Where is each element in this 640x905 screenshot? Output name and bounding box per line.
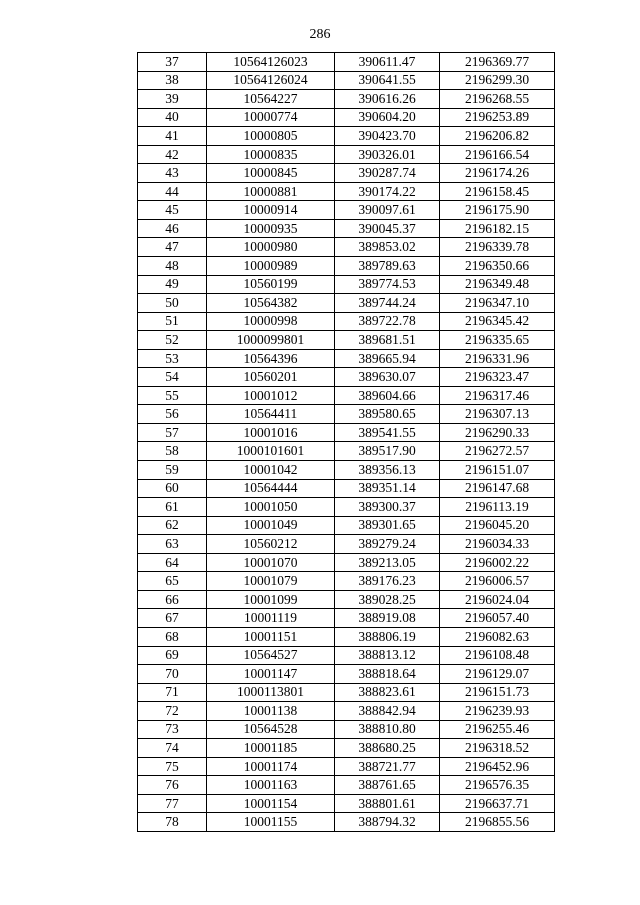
table-row	[138, 553, 555, 572]
table-row	[138, 368, 555, 387]
table-row	[138, 590, 555, 609]
x-coordinate-cell: 390641.55	[335, 71, 440, 90]
x-coordinate-cell: 390287.74	[335, 164, 440, 183]
point-id-cell: 10000980	[207, 238, 335, 257]
y-coordinate-cell: 2196637.71	[440, 794, 555, 813]
point-id-cell: 1000113801	[207, 683, 335, 702]
x-coordinate-cell: 390326.01	[335, 145, 440, 164]
table-row	[138, 238, 555, 257]
point-id-cell: 10560201	[207, 368, 335, 387]
y-coordinate-cell: 2196057.40	[440, 609, 555, 628]
table-row	[138, 572, 555, 591]
point-number-cell: 71	[138, 683, 207, 702]
table-row	[138, 461, 555, 480]
x-coordinate-cell: 390423.70	[335, 127, 440, 146]
x-coordinate-cell: 388794.32	[335, 813, 440, 832]
y-coordinate-cell: 2196002.22	[440, 553, 555, 572]
table-row	[138, 312, 555, 331]
point-id-cell: 10001099	[207, 590, 335, 609]
x-coordinate-cell: 389028.25	[335, 590, 440, 609]
point-id-cell: 1000101601	[207, 442, 335, 461]
table-row	[138, 219, 555, 238]
point-id-cell: 10564411	[207, 405, 335, 424]
x-coordinate-cell: 389604.66	[335, 386, 440, 405]
point-number-cell: 39	[138, 90, 207, 109]
y-coordinate-cell: 2196576.35	[440, 776, 555, 795]
y-coordinate-cell: 2196345.42	[440, 312, 555, 331]
point-number-cell: 58	[138, 442, 207, 461]
coordinates-table	[137, 52, 555, 832]
y-coordinate-cell: 2196452.96	[440, 757, 555, 776]
point-number-cell: 44	[138, 182, 207, 201]
x-coordinate-cell: 389517.90	[335, 442, 440, 461]
point-id-cell: 10564126024	[207, 71, 335, 90]
point-number-cell: 70	[138, 665, 207, 684]
y-coordinate-cell: 2196166.54	[440, 145, 555, 164]
x-coordinate-cell: 389722.78	[335, 312, 440, 331]
point-number-cell: 75	[138, 757, 207, 776]
y-coordinate-cell: 2196024.04	[440, 590, 555, 609]
x-coordinate-cell: 390174.22	[335, 182, 440, 201]
point-id-cell: 10560212	[207, 535, 335, 554]
table-row	[138, 127, 555, 146]
x-coordinate-cell: 389665.94	[335, 349, 440, 368]
x-coordinate-cell: 388680.25	[335, 739, 440, 758]
x-coordinate-cell: 389279.24	[335, 535, 440, 554]
x-coordinate-cell: 389351.14	[335, 479, 440, 498]
x-coordinate-cell: 388801.61	[335, 794, 440, 813]
x-coordinate-cell: 390616.26	[335, 90, 440, 109]
y-coordinate-cell: 2196158.45	[440, 182, 555, 201]
y-coordinate-cell: 2196290.33	[440, 423, 555, 442]
table-row	[138, 201, 555, 220]
point-number-cell: 61	[138, 498, 207, 517]
y-coordinate-cell: 2196045.20	[440, 516, 555, 535]
x-coordinate-cell: 388813.12	[335, 646, 440, 665]
x-coordinate-cell: 389356.13	[335, 461, 440, 480]
x-coordinate-cell: 389541.55	[335, 423, 440, 442]
point-id-cell: 10564528	[207, 720, 335, 739]
x-coordinate-cell: 389176.23	[335, 572, 440, 591]
y-coordinate-cell: 2196175.90	[440, 201, 555, 220]
table-row	[138, 739, 555, 758]
point-id-cell: 10001079	[207, 572, 335, 591]
point-number-cell: 48	[138, 257, 207, 276]
point-number-cell: 78	[138, 813, 207, 832]
y-coordinate-cell: 2196347.10	[440, 294, 555, 313]
y-coordinate-cell: 2196268.55	[440, 90, 555, 109]
table-row	[138, 294, 555, 313]
table-row	[138, 794, 555, 813]
y-coordinate-cell: 2196323.47	[440, 368, 555, 387]
y-coordinate-cell: 2196318.52	[440, 739, 555, 758]
y-coordinate-cell: 2196147.68	[440, 479, 555, 498]
point-id-cell: 10564527	[207, 646, 335, 665]
y-coordinate-cell: 2196253.89	[440, 108, 555, 127]
point-number-cell: 51	[138, 312, 207, 331]
table-row	[138, 516, 555, 535]
point-id-cell: 10001154	[207, 794, 335, 813]
y-coordinate-cell: 2196082.63	[440, 627, 555, 646]
y-coordinate-cell: 2196349.48	[440, 275, 555, 294]
point-id-cell: 10000989	[207, 257, 335, 276]
table-row	[138, 349, 555, 368]
y-coordinate-cell: 2196317.46	[440, 386, 555, 405]
point-number-cell: 67	[138, 609, 207, 628]
point-id-cell: 10000774	[207, 108, 335, 127]
point-number-cell: 46	[138, 219, 207, 238]
point-id-cell: 10001070	[207, 553, 335, 572]
x-coordinate-cell: 388761.65	[335, 776, 440, 795]
point-number-cell: 38	[138, 71, 207, 90]
point-number-cell: 68	[138, 627, 207, 646]
point-id-cell: 10000805	[207, 127, 335, 146]
y-coordinate-cell: 2196855.56	[440, 813, 555, 832]
point-number-cell: 64	[138, 553, 207, 572]
point-id-cell: 10564227	[207, 90, 335, 109]
x-coordinate-cell: 389580.65	[335, 405, 440, 424]
table-row	[138, 665, 555, 684]
table-row	[138, 405, 555, 424]
x-coordinate-cell: 390604.20	[335, 108, 440, 127]
point-id-cell: 10001050	[207, 498, 335, 517]
point-number-cell: 53	[138, 349, 207, 368]
point-id-cell: 10564444	[207, 479, 335, 498]
point-number-cell: 69	[138, 646, 207, 665]
table-row	[138, 757, 555, 776]
x-coordinate-cell: 389774.53	[335, 275, 440, 294]
table-row	[138, 53, 555, 72]
y-coordinate-cell: 2196369.77	[440, 53, 555, 72]
y-coordinate-cell: 2196272.57	[440, 442, 555, 461]
point-number-cell: 77	[138, 794, 207, 813]
point-number-cell: 66	[138, 590, 207, 609]
point-id-cell: 10001012	[207, 386, 335, 405]
point-number-cell: 50	[138, 294, 207, 313]
point-number-cell: 74	[138, 739, 207, 758]
point-id-cell: 10000914	[207, 201, 335, 220]
point-id-cell: 10001119	[207, 609, 335, 628]
point-number-cell: 56	[138, 405, 207, 424]
point-number-cell: 54	[138, 368, 207, 387]
point-number-cell: 55	[138, 386, 207, 405]
table-row	[138, 720, 555, 739]
x-coordinate-cell: 389853.02	[335, 238, 440, 257]
x-coordinate-cell: 390611.47	[335, 53, 440, 72]
y-coordinate-cell: 2196182.15	[440, 219, 555, 238]
point-id-cell: 10001138	[207, 702, 335, 721]
y-coordinate-cell: 2196299.30	[440, 71, 555, 90]
table-row	[138, 386, 555, 405]
table-row	[138, 275, 555, 294]
table-row	[138, 498, 555, 517]
y-coordinate-cell: 2196113.19	[440, 498, 555, 517]
table-row	[138, 108, 555, 127]
point-number-cell: 62	[138, 516, 207, 535]
table-row	[138, 535, 555, 554]
point-number-cell: 65	[138, 572, 207, 591]
table-row	[138, 257, 555, 276]
point-id-cell: 10001147	[207, 665, 335, 684]
x-coordinate-cell: 388818.64	[335, 665, 440, 684]
point-id-cell: 1000099801	[207, 331, 335, 350]
point-id-cell: 10001016	[207, 423, 335, 442]
y-coordinate-cell: 2196129.07	[440, 665, 555, 684]
point-id-cell: 10000845	[207, 164, 335, 183]
point-number-cell: 40	[138, 108, 207, 127]
point-id-cell: 10001174	[207, 757, 335, 776]
point-number-cell: 49	[138, 275, 207, 294]
y-coordinate-cell: 2196006.57	[440, 572, 555, 591]
x-coordinate-cell: 388721.77	[335, 757, 440, 776]
page-number: 286	[309, 27, 331, 42]
table-row	[138, 90, 555, 109]
y-coordinate-cell: 2196034.33	[440, 535, 555, 554]
point-id-cell: 10001155	[207, 813, 335, 832]
point-number-cell: 60	[138, 479, 207, 498]
y-coordinate-cell: 2196335.65	[440, 331, 555, 350]
table-row	[138, 702, 555, 721]
x-coordinate-cell: 388842.94	[335, 702, 440, 721]
point-number-cell: 73	[138, 720, 207, 739]
point-id-cell: 10001042	[207, 461, 335, 480]
table-row	[138, 182, 555, 201]
y-coordinate-cell: 2196331.96	[440, 349, 555, 368]
y-coordinate-cell: 2196108.48	[440, 646, 555, 665]
x-coordinate-cell: 388806.19	[335, 627, 440, 646]
point-number-cell: 63	[138, 535, 207, 554]
x-coordinate-cell: 389681.51	[335, 331, 440, 350]
point-id-cell: 10000835	[207, 145, 335, 164]
table-row	[138, 813, 555, 832]
y-coordinate-cell: 2196239.93	[440, 702, 555, 721]
point-id-cell: 10000935	[207, 219, 335, 238]
x-coordinate-cell: 388810.80	[335, 720, 440, 739]
x-coordinate-cell: 389213.05	[335, 553, 440, 572]
point-number-cell: 37	[138, 53, 207, 72]
table-row	[138, 609, 555, 628]
y-coordinate-cell: 2196206.82	[440, 127, 555, 146]
point-id-cell: 10001163	[207, 776, 335, 795]
table-row	[138, 71, 555, 90]
table-body	[138, 53, 555, 832]
point-number-cell: 52	[138, 331, 207, 350]
point-number-cell: 59	[138, 461, 207, 480]
table-row	[138, 627, 555, 646]
x-coordinate-cell: 389630.07	[335, 368, 440, 387]
table-row	[138, 331, 555, 350]
point-number-cell: 41	[138, 127, 207, 146]
point-id-cell: 10564126023	[207, 53, 335, 72]
point-number-cell: 42	[138, 145, 207, 164]
table-row	[138, 164, 555, 183]
point-id-cell: 10560199	[207, 275, 335, 294]
x-coordinate-cell: 389789.63	[335, 257, 440, 276]
y-coordinate-cell: 2196151.07	[440, 461, 555, 480]
table-row	[138, 442, 555, 461]
y-coordinate-cell: 2196339.78	[440, 238, 555, 257]
table-row	[138, 479, 555, 498]
point-number-cell: 43	[138, 164, 207, 183]
point-number-cell: 45	[138, 201, 207, 220]
table-row	[138, 683, 555, 702]
x-coordinate-cell: 388823.61	[335, 683, 440, 702]
point-id-cell: 10000998	[207, 312, 335, 331]
table-row	[138, 646, 555, 665]
x-coordinate-cell: 388919.08	[335, 609, 440, 628]
x-coordinate-cell: 390045.37	[335, 219, 440, 238]
y-coordinate-cell: 2196350.66	[440, 257, 555, 276]
table-row	[138, 423, 555, 442]
y-coordinate-cell: 2196255.46	[440, 720, 555, 739]
table-row	[138, 145, 555, 164]
point-id-cell: 10001049	[207, 516, 335, 535]
table-row	[138, 776, 555, 795]
point-number-cell: 47	[138, 238, 207, 257]
x-coordinate-cell: 389300.37	[335, 498, 440, 517]
point-number-cell: 57	[138, 423, 207, 442]
point-id-cell: 10564396	[207, 349, 335, 368]
point-id-cell: 10000881	[207, 182, 335, 201]
x-coordinate-cell: 389744.24	[335, 294, 440, 313]
y-coordinate-cell: 2196307.13	[440, 405, 555, 424]
point-id-cell: 10001151	[207, 627, 335, 646]
point-id-cell: 10001185	[207, 739, 335, 758]
x-coordinate-cell: 389301.65	[335, 516, 440, 535]
y-coordinate-cell: 2196151.73	[440, 683, 555, 702]
x-coordinate-cell: 390097.61	[335, 201, 440, 220]
point-number-cell: 76	[138, 776, 207, 795]
y-coordinate-cell: 2196174.26	[440, 164, 555, 183]
point-id-cell: 10564382	[207, 294, 335, 313]
point-number-cell: 72	[138, 702, 207, 721]
